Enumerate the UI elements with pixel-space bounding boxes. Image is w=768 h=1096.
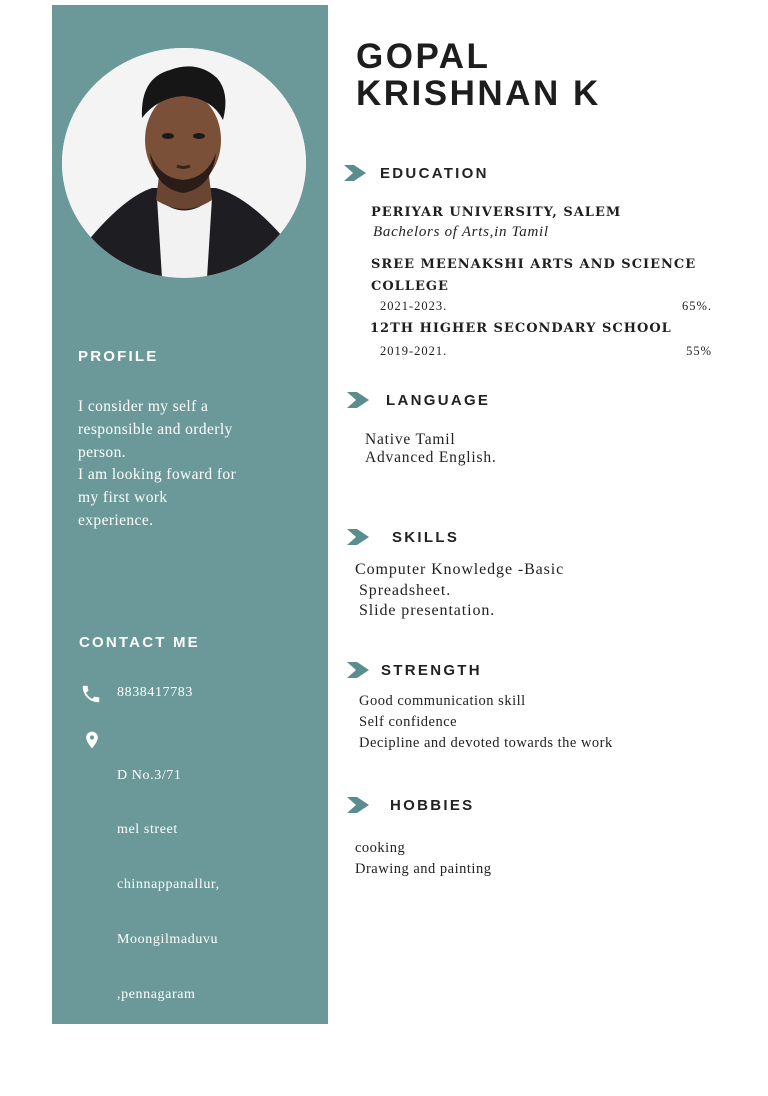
person-photo-illustration [62, 48, 306, 278]
institution-name: PERIYAR UNIVERSITY, SALEM [371, 205, 622, 220]
name-line-2: KRISHNAN K [356, 74, 601, 113]
phone-icon [80, 683, 102, 705]
profile-line: I am looking foward for [78, 466, 237, 484]
education-years: 2019-2021. [380, 344, 448, 358]
address-line: ,pennagaram [117, 987, 196, 1003]
profile-line: my first work [78, 489, 168, 507]
hobby-item: cooking [355, 840, 406, 856]
profile-line: person. [78, 443, 126, 461]
skill-item: Spreadsheet. [359, 581, 452, 599]
degree-name: Bachelors of Arts,in Tamil [373, 224, 549, 240]
skills-list [355, 560, 564, 622]
profile-line: I consider my self a [78, 398, 209, 415]
skill-item: Computer Knowledge -Basic [355, 561, 565, 578]
hobbies-list [355, 838, 491, 880]
chevron-right-icon [347, 527, 369, 547]
language-list [365, 431, 497, 466]
strength-list [359, 691, 613, 754]
strength-item: Self confidence [359, 714, 458, 730]
language-header [347, 389, 490, 411]
profile-heading: PROFILE [78, 348, 159, 365]
education-entry [371, 253, 712, 315]
chevron-right-icon [344, 163, 366, 183]
candidate-name [356, 38, 601, 112]
location-pin-icon [82, 729, 102, 751]
language-item: Native Tamil [365, 431, 456, 448]
address-line: chinnappanallur, [117, 877, 220, 893]
education-details [380, 342, 712, 360]
contact-phone [80, 683, 320, 705]
address-line: Dharmapuri-636810 [117, 1042, 242, 1058]
profile-description [78, 396, 318, 533]
education-score: 55% [686, 344, 712, 358]
address-line: Moongilmaduvu [117, 932, 219, 948]
hobbies-header [347, 794, 474, 816]
skills-header [347, 526, 459, 548]
address-line: D No.3/71 [117, 767, 182, 783]
hobbies-heading: HOBBIES [390, 796, 475, 814]
skill-item: Slide presentation. [359, 602, 496, 619]
institution-name-line-2: COLLEGE [371, 279, 449, 294]
strength-item: Decipline and devoted towards the work [359, 735, 613, 751]
education-years: 2021-2023. [380, 299, 448, 313]
education-entry [370, 320, 712, 360]
hobby-item: Drawing and painting [355, 861, 492, 877]
language-item: Advanced English. [365, 448, 497, 466]
chevron-right-icon [347, 390, 369, 410]
skills-heading: SKILLS [392, 528, 460, 546]
profile-line: experience. [78, 511, 154, 529]
education-details [380, 297, 712, 315]
chevron-right-icon [347, 795, 369, 815]
address-line: mel street [117, 822, 178, 838]
education-heading: EDUCATION [380, 164, 489, 182]
contact-address [80, 729, 320, 1058]
language-heading: LANGUAGE [386, 391, 491, 409]
institution-name-line-1: SREE MEENAKSHI ARTS AND SCIENCE [371, 257, 697, 272]
strength-header [347, 659, 482, 681]
profile-line: responsible and orderly [78, 420, 233, 438]
phone-number: 8838417783 [117, 685, 193, 700]
education-header [344, 162, 489, 184]
chevron-right-icon [347, 660, 369, 680]
address-text [117, 730, 242, 1096]
contact-heading: CONTACT ME [79, 634, 200, 651]
strength-item: Good communication skill [359, 693, 526, 709]
education-entry [371, 204, 621, 242]
education-score: 65%. [681, 299, 712, 313]
name-line-1: GOPAL [356, 37, 491, 76]
profile-photo [62, 48, 306, 278]
strength-heading: STRENGTH [381, 661, 482, 679]
institution-name: 12TH HIGHER SECONDARY SCHOOL [370, 321, 672, 336]
